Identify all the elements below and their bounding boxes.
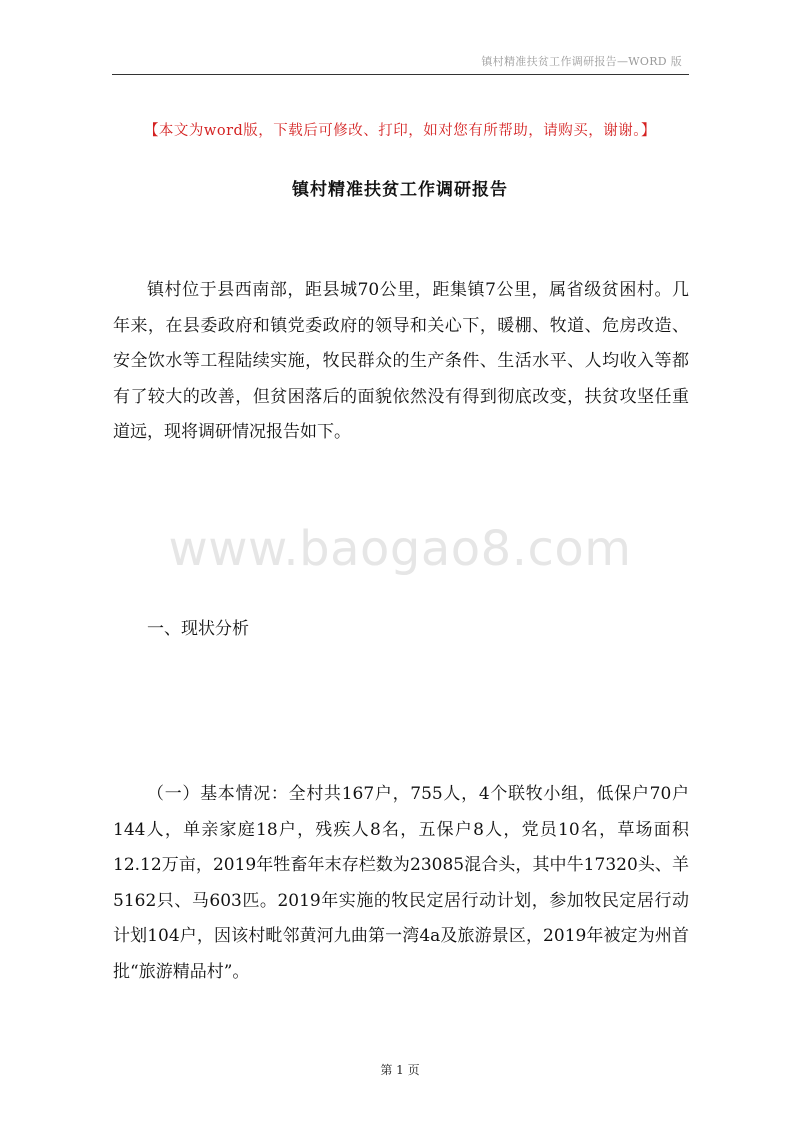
basic-info-paragraph: （一）基本情况：全村共167户，755人，4个联牧小组，低保户70户144人，单亲家庭18户，残疾人8名，五保户8人，党员10名，草场面积12.12万亩，2019年牲畜年末存栏数为23085混合头，其中牛17320头、羊5162只、马603匹。2019年实施的牧民定居行动计划，参加牧民定居行动计划104户，因该村毗邻黄河九曲第一湾4a及旅游景区，2019年被定为州首批“旅游精品村”。 xyxy=(113,784,689,982)
watermark: www.baogao8.com xyxy=(168,521,632,577)
section-heading: 一、现状分析 xyxy=(147,619,249,639)
page-number: 第 1 页 xyxy=(380,1063,420,1077)
download-notice: 【本文为word版，下载后可修改、打印，如对您有所帮助，请购买，谢谢。】 xyxy=(143,123,657,139)
running-header: 镇村精准扶贫工作调研报告—WORD 版 xyxy=(481,55,682,68)
header-divider xyxy=(112,74,689,75)
document-title: 镇村精准扶贫工作调研报告 xyxy=(292,180,508,200)
intro-paragraph: 镇村位于县西南部，距县城70公里，距集镇7公里，属省级贫困村。几年来，在县委政府和镇党委政府的领导和关心下，暖棚、牧道、危房改造、安全饮水等工程陆续实施，牧民群众的生产条件、生活水平、人均收入等都有了较大的改善，但贫困落后的面貌依然没有得到彻底改变，扶贫攻坚任重道远，现将调研情况报告如下。 xyxy=(113,280,689,442)
